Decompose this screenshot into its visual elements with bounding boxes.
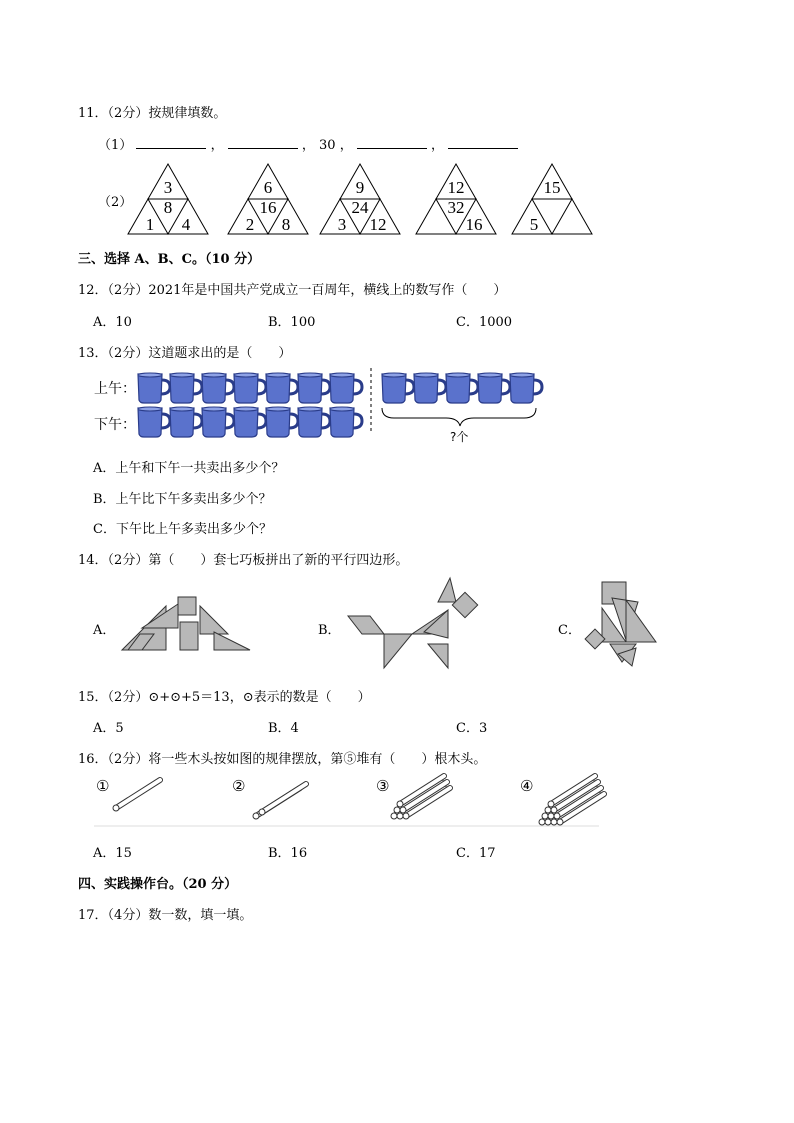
afternoon-mugs: [138, 407, 362, 437]
triangle-right-value: 4: [181, 215, 191, 234]
q15-option-a[interactable]: A．5: [93, 721, 124, 736]
number-triangle-5: [512, 164, 592, 234]
blank-1[interactable]: [136, 136, 206, 149]
number-triangle-4: [416, 164, 496, 234]
morning-label: 上午：: [94, 381, 136, 397]
q13-option-c[interactable]: C．下午比上午多卖出多少个？: [93, 522, 272, 537]
blank-2[interactable]: [228, 136, 298, 149]
separator: ，: [210, 138, 224, 153]
q13-stem: 13．（2分）这道题求出的是（ ）: [78, 346, 292, 361]
triangle-mid-value: 24: [351, 198, 369, 217]
triangle-top-value: 3: [163, 178, 173, 197]
separator: ，: [339, 138, 353, 153]
pile-1: [113, 780, 160, 811]
triangle-top-value: 6: [263, 178, 273, 197]
separator: ，: [301, 138, 315, 153]
given-value: 30: [319, 138, 336, 153]
q15-option-c[interactable]: C．3: [456, 721, 488, 736]
pile-4: [539, 776, 604, 825]
pile-2: [253, 784, 306, 819]
afternoon-label: 下午：: [94, 417, 136, 433]
triangle-right-value: 8: [281, 215, 291, 234]
q11-part2-label: （2）: [98, 195, 133, 210]
triangle-left-value: 1: [145, 215, 155, 234]
q14-stem: 14．（2分）第（ ）套七巧板拼出了新的平行四边形。: [78, 553, 409, 568]
q14-option-c[interactable]: C．: [558, 623, 581, 638]
q14-option-a[interactable]: A．: [93, 623, 116, 638]
section3-title: 三、选择 A、B、C。（10 分）: [78, 252, 261, 267]
q16-stem: 16．（2分）将一些木头按如图的规律摆放，第⑤堆有（ ）根木头。: [78, 752, 487, 767]
number-triangle-3: [320, 164, 400, 234]
pile-label-4: ④: [520, 777, 534, 795]
triangle-top-value: 9: [355, 178, 365, 197]
q16-option-c[interactable]: C．17: [456, 846, 496, 861]
blank-3[interactable]: [357, 136, 427, 149]
q11-part1-label: （1）: [98, 138, 133, 153]
q13-option-a[interactable]: A．上午和下午一共卖出多少个？: [93, 461, 285, 476]
pile-label-2: ②: [232, 777, 246, 795]
section4-title: 四、实践操作台。（20 分）: [78, 877, 238, 892]
pile-label-3: ③: [376, 777, 390, 795]
triangle-left-value: 3: [337, 215, 347, 234]
pile-label-1: ①: [96, 777, 110, 795]
number-triangle-2: [228, 164, 308, 234]
log-piles: [94, 772, 614, 832]
triangle-right-value: 12: [369, 215, 387, 234]
q12-option-a[interactable]: A．10: [93, 315, 132, 330]
tangram-c: [582, 578, 662, 674]
q15-stem: 15．（2分）⊙+⊙+5＝13，⊙表示的数是（ ）: [78, 690, 371, 705]
morning-extra-mugs: [382, 373, 542, 403]
q16-option-a[interactable]: A．15: [93, 846, 132, 861]
triangle-right-value: 16: [465, 215, 483, 234]
blank-4[interactable]: [448, 136, 518, 149]
q11-part1: [98, 134, 518, 153]
question-label: ?个: [450, 430, 469, 444]
q12-option-c[interactable]: C．1000: [456, 315, 513, 330]
morning-mugs: [138, 373, 362, 403]
number-triangles: [0, 160, 794, 240]
triangle-left-value: 5: [529, 215, 539, 234]
q14-option-b[interactable]: B．: [318, 623, 341, 638]
triangle-mid-value: 32: [447, 198, 465, 217]
q12-option-b[interactable]: B．100: [268, 315, 316, 330]
q13-option-b[interactable]: B．上午比下午多卖出多少个？: [93, 492, 272, 507]
pile-3: [391, 776, 450, 819]
number-triangle-1: [128, 164, 208, 234]
triangle-mid-value: 8: [163, 198, 173, 217]
triangle-top-value: 15: [543, 178, 561, 197]
q11-stem: 11．（2分）按规律填数。: [78, 106, 227, 121]
q16-option-b[interactable]: B．16: [268, 846, 308, 861]
tangram-b: [344, 576, 484, 672]
mugs-figure: [132, 366, 592, 446]
q17-stem: 17．（4分）数一数，填一填。: [78, 908, 253, 923]
triangle-top-value: 12: [447, 178, 465, 197]
q15-option-b[interactable]: B．4: [268, 721, 299, 736]
triangle-mid-value: 16: [259, 198, 277, 217]
triangle-left-value: 2: [245, 215, 255, 234]
separator: ，: [431, 138, 445, 153]
q12-stem: 12．（2分）2021年是中国共产党成立一百周年，横线上的数写作（ ）: [78, 283, 507, 298]
tangram-a: [118, 594, 258, 654]
brace: [382, 408, 536, 426]
